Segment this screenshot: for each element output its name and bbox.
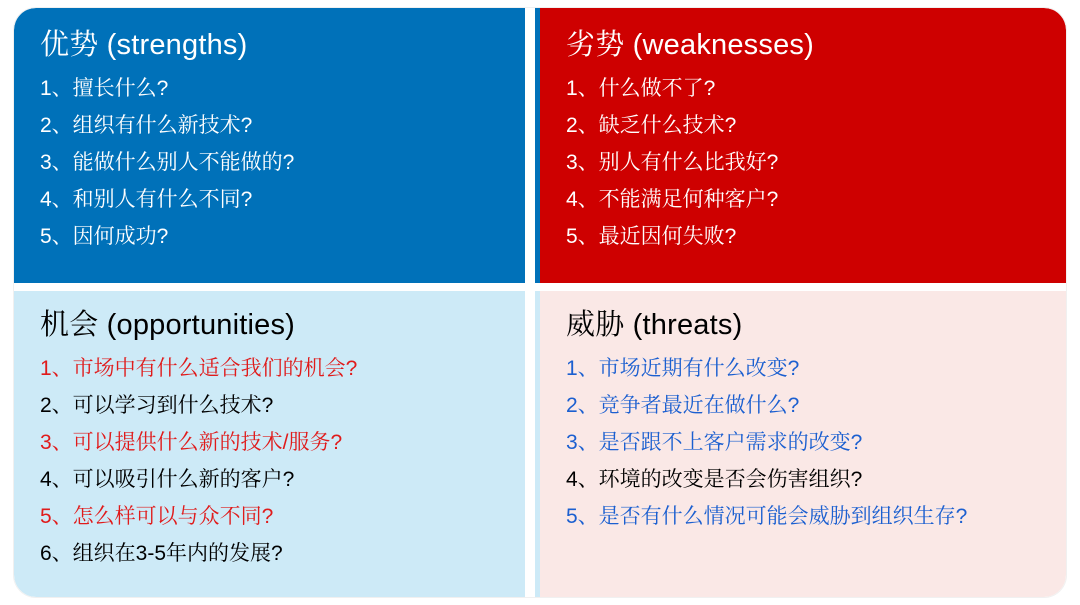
list-item: 4、环境的改变是否会伤害组织?	[566, 467, 863, 491]
list-item: 3、能做什么别人不能做的?	[40, 150, 295, 174]
list-item: 2、可以学习到什么技术?	[40, 393, 274, 417]
quadrant-weaknesses-list	[566, 78, 1040, 263]
list-item: 3、可以提供什么新的技术/服务?	[40, 430, 343, 454]
list-item: 5、最近因何失败?	[566, 224, 737, 248]
list-item: 4、不能满足何种客户?	[566, 187, 779, 211]
quadrant-threats-list	[566, 358, 1040, 543]
list-item: 5、是否有什么情况可能会威胁到组织生存?	[566, 504, 968, 528]
list-item: 5、因何成功?	[40, 224, 169, 248]
list-item: 4、和别人有什么不同?	[40, 187, 253, 211]
list-item: 1、擅长什么?	[40, 76, 169, 100]
quadrant-strengths-title: 优势 (strengths)	[40, 29, 248, 61]
quadrant-weaknesses-title: 劣势 (weaknesses)	[566, 29, 814, 61]
list-item: 3、是否跟不上客户需求的改变?	[566, 430, 863, 454]
quadrant-strengths-list	[40, 78, 514, 263]
list-item: 2、组织有什么新技术?	[40, 113, 253, 137]
quadrant-weaknesses	[540, 8, 1066, 288]
quadrant-opportunities-title: 机会 (opportunities)	[40, 309, 296, 341]
quadrant-threats	[540, 288, 1066, 597]
list-item: 1、什么做不了?	[566, 76, 716, 100]
quadrant-threats-title: 威胁 (threats)	[566, 309, 743, 341]
quadrant-opportunities-list	[40, 358, 514, 580]
quadrant-opportunities	[14, 288, 540, 597]
list-item: 1、市场近期有什么改变?	[566, 356, 800, 380]
list-item: 3、别人有什么比我好?	[566, 150, 779, 174]
list-item: 4、可以吸引什么新的客户?	[40, 467, 295, 491]
swot-matrix	[14, 8, 1066, 597]
list-item: 1、市场中有什么适合我们的机会?	[40, 356, 358, 380]
horizontal-divider	[14, 283, 1066, 291]
list-item: 2、竞争者最近在做什么?	[566, 393, 800, 417]
list-item: 5、怎么样可以与众不同?	[40, 504, 274, 528]
vertical-divider	[525, 8, 535, 597]
list-item: 2、缺乏什么技术?	[566, 113, 737, 137]
list-item: 6、组织在3-5年内的发展?	[40, 541, 283, 565]
quadrant-strengths	[14, 8, 540, 288]
